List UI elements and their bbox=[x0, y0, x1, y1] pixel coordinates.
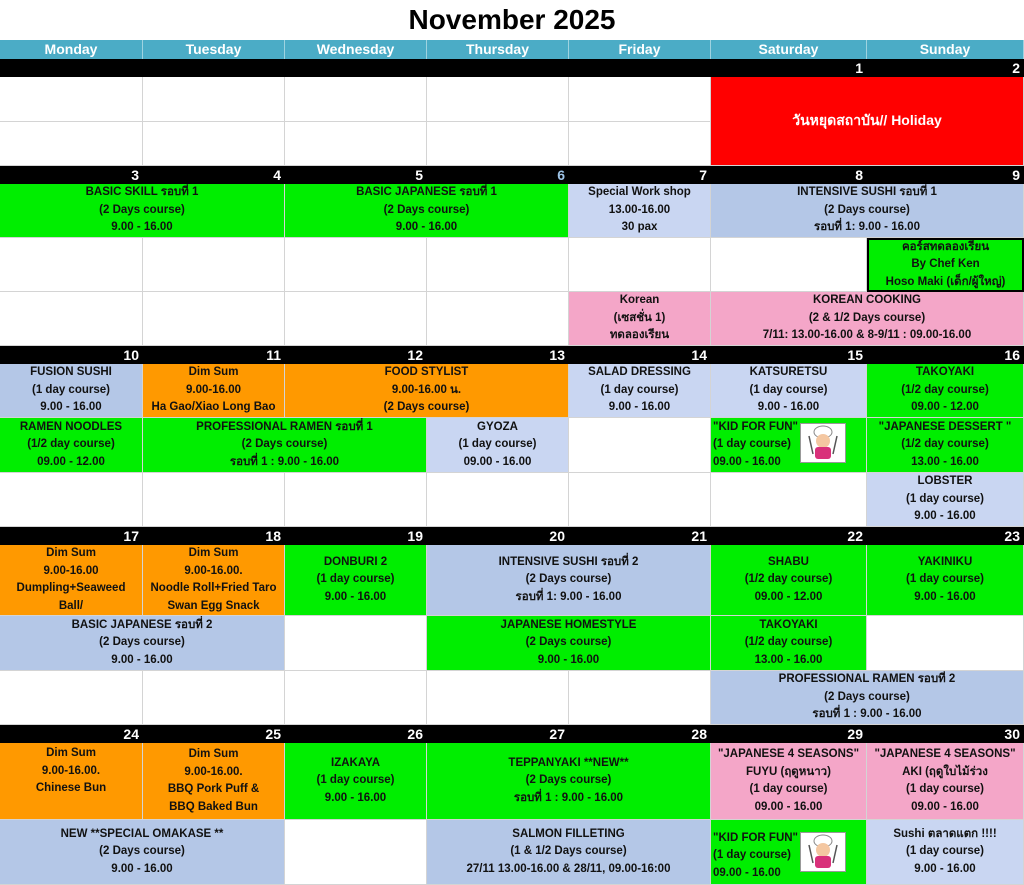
empty-cell bbox=[427, 473, 569, 527]
course-duration: (1 & 1/2 Days course) bbox=[510, 845, 627, 858]
date-number: 18 bbox=[265, 528, 281, 544]
course-time: 9.00 - 16.00 bbox=[111, 653, 173, 666]
empty-cell bbox=[143, 77, 285, 122]
empty-cell bbox=[0, 671, 143, 725]
date-number: 8 bbox=[855, 167, 863, 183]
course-korean-cooking[interactable] bbox=[711, 292, 1024, 346]
course-dim-sum-noodle-roll[interactable] bbox=[143, 545, 285, 616]
date-number: 1 bbox=[855, 60, 863, 76]
course-time: 09.00 - 16.00 bbox=[911, 800, 979, 813]
course-donburi-2[interactable] bbox=[285, 545, 427, 616]
empty-cell bbox=[143, 473, 285, 527]
course-time: 9.00-16.00. bbox=[41, 764, 101, 777]
course-time: 9.00 - 16.00 bbox=[537, 653, 600, 666]
day-header-friday: Friday bbox=[569, 40, 711, 59]
course-duration: (2 Days course) bbox=[525, 573, 612, 586]
course-duration: (1 day course) bbox=[906, 492, 984, 505]
course-duration: (1/2 day course) bbox=[901, 383, 989, 396]
course-time: 9.00-16.00 bbox=[186, 383, 241, 396]
course-title: NEW **SPECIAL OMAKASE ** bbox=[60, 827, 224, 840]
date-number: 4 bbox=[273, 167, 281, 183]
course-duration: (1 day course) bbox=[749, 383, 828, 396]
course-katsuretsu[interactable] bbox=[711, 364, 867, 418]
course-time: 09.00 - 12.00 bbox=[754, 590, 823, 603]
course-time: รอบที่ 1 : 9.00 - 16.00 bbox=[229, 455, 340, 468]
course-time: 9.00 - 16.00 bbox=[395, 221, 458, 234]
course-time: 7/11: 13.00-16.00 & 8-9/11 : 09.00-16.00 bbox=[762, 329, 972, 342]
empty-cell bbox=[285, 616, 427, 671]
course-dim-sum-bbq-pork[interactable] bbox=[143, 743, 285, 820]
course-time: 09.00 - 12.00 bbox=[911, 401, 979, 414]
empty-cell bbox=[285, 671, 427, 725]
course-time: 09.00 - 16.00 bbox=[754, 800, 823, 813]
empty-cell bbox=[711, 473, 867, 527]
day-header-wednesday: Wednesday bbox=[285, 40, 427, 59]
course-duration: (1/2 day course) bbox=[744, 573, 833, 586]
course-title: DONBURI 2 bbox=[323, 555, 388, 568]
date-number: 28 bbox=[691, 726, 707, 742]
course-food-stylist[interactable] bbox=[285, 364, 569, 418]
course-subtitle: Chinese Bun bbox=[35, 782, 107, 794]
course-special-omakase[interactable] bbox=[0, 820, 285, 885]
date-number: 25 bbox=[265, 726, 281, 742]
course-title: "JAPANESE DESSERT " bbox=[878, 420, 1012, 433]
course-title: "KID FOR FUN" bbox=[713, 420, 799, 433]
empty-cell bbox=[0, 77, 143, 122]
empty-cell bbox=[569, 671, 711, 725]
course-title: BASIC SKILL รอบที่ 1 bbox=[85, 186, 199, 199]
course-title: INTENSIVE SUSHI รอบที่ 1 bbox=[797, 186, 937, 199]
day-header-saturday: Saturday bbox=[711, 40, 867, 59]
course-duration: (1 day course) bbox=[749, 783, 828, 795]
course-title: PROFESSIONAL RAMEN รอบที่ 2 bbox=[778, 673, 956, 686]
course-title: Dim Sum bbox=[188, 366, 239, 379]
course-time: 9.00-16.00 น. bbox=[391, 383, 462, 396]
course-time: 09.00 - 16.00 bbox=[713, 866, 781, 879]
date-number: 26 bbox=[407, 726, 423, 742]
course-teppanyaki[interactable] bbox=[427, 743, 711, 820]
course-time: 9.00 - 16.00 bbox=[914, 862, 976, 875]
course-takoyaki-2[interactable] bbox=[711, 616, 867, 671]
course-4-seasons-aki[interactable] bbox=[867, 743, 1024, 820]
course-duration: (1 day course) bbox=[906, 783, 984, 795]
course-dim-sum[interactable] bbox=[143, 364, 285, 418]
empty-cell bbox=[711, 238, 867, 292]
empty-cell bbox=[427, 77, 569, 122]
empty-cell bbox=[143, 238, 285, 292]
empty-cell bbox=[0, 292, 143, 346]
date-number: 22 bbox=[847, 528, 863, 544]
course-duration: (2 Days course) bbox=[99, 636, 185, 649]
course-time: รอบที่ 1: 9.00 - 16.00 bbox=[515, 590, 622, 603]
course-duration: (2 Days course) bbox=[525, 774, 612, 787]
course-time: รอบที่ 1 : 9.00 - 16.00 bbox=[513, 791, 624, 804]
course-gyoza[interactable] bbox=[427, 418, 569, 473]
course-salad-dressing[interactable] bbox=[569, 364, 711, 418]
course-professional-ramen-2[interactable] bbox=[711, 671, 1024, 725]
course-duration: (2 & 1/2 Days course) bbox=[808, 311, 926, 324]
course-shabu[interactable] bbox=[711, 545, 867, 616]
course-title: Korean bbox=[619, 294, 660, 307]
course-time: 9.00-16.00 bbox=[43, 564, 99, 577]
course-professional-ramen-1[interactable] bbox=[143, 418, 427, 473]
date-number: 23 bbox=[1004, 528, 1020, 544]
course-subtitle: FUYU (ฤดูหนาว) bbox=[746, 765, 831, 778]
date-number: 24 bbox=[123, 726, 139, 742]
course-time: รอบที่ 1 : 9.00 - 16.00 bbox=[812, 708, 922, 721]
course-time: 9.00 - 16.00 bbox=[111, 862, 173, 875]
date-number: 14 bbox=[691, 347, 707, 363]
course-title: SALMON FILLETING bbox=[512, 827, 625, 840]
course-duration: (1 day course) bbox=[906, 573, 984, 586]
course-time: 9.00 - 16.00 bbox=[324, 791, 387, 804]
course-sushi-market[interactable] bbox=[867, 820, 1024, 885]
date-number: 15 bbox=[847, 347, 863, 363]
empty-cell bbox=[0, 238, 143, 292]
course-title: TEPPANYAKI **NEW** bbox=[508, 756, 629, 769]
empty-cell bbox=[0, 473, 143, 527]
course-duration: (1 day course) bbox=[458, 438, 537, 451]
course-duration: (1/2 day course) bbox=[27, 438, 115, 451]
course-time: 09.00 - 12.00 bbox=[37, 455, 105, 468]
date-number: 20 bbox=[549, 528, 565, 544]
course-intensive-sushi-1[interactable] bbox=[711, 184, 1024, 238]
date-number: 16 bbox=[1004, 347, 1020, 363]
empty-cell bbox=[285, 820, 427, 885]
day-header-thursday: Thursday bbox=[427, 40, 569, 59]
date-number: 29 bbox=[847, 726, 863, 742]
empty-cell bbox=[0, 122, 143, 166]
course-title: JAPANESE HOMESTYLE bbox=[500, 618, 637, 631]
date-number: 9 bbox=[1012, 167, 1020, 183]
course-basic-japanese-2[interactable] bbox=[0, 616, 285, 671]
course-duration: (1 day course) bbox=[316, 573, 395, 586]
empty-cell bbox=[427, 238, 569, 292]
course-title: Dim Sum bbox=[188, 547, 239, 559]
empty-cell bbox=[569, 122, 711, 166]
course-title: BASIC JAPANESE รอบที่ 2 bbox=[71, 618, 213, 631]
course-title: BASIC JAPANESE รอบที่ 1 bbox=[356, 186, 497, 199]
course-duration: (2 Days course) bbox=[525, 636, 612, 649]
date-number: 21 bbox=[691, 528, 707, 544]
empty-cell bbox=[569, 238, 711, 292]
course-time: 9.00-16.00. bbox=[184, 765, 243, 778]
date-number: 19 bbox=[407, 528, 423, 544]
course-title: Dim Sum bbox=[188, 748, 239, 760]
course-title: TAKOYAKI bbox=[759, 618, 818, 631]
course-subtitle: Ha Gao/Xiao Long Bao bbox=[151, 401, 276, 414]
course-title: KOREAN COOKING bbox=[813, 294, 921, 307]
course-duration: (1 day course) bbox=[600, 383, 679, 396]
course-korean-trial[interactable] bbox=[569, 292, 711, 346]
course-duration: (1 day course) bbox=[32, 383, 110, 396]
course-title: FOOD STYLIST bbox=[384, 366, 469, 379]
chef-cooking-icon bbox=[800, 423, 846, 463]
course-subtitle: Noodle Roll+Fried Taro bbox=[150, 582, 277, 594]
course-subtitle: BBQ Baked Bun bbox=[169, 800, 258, 813]
course-time: 27/11 13.00-16.00 & 28/11, 09.00-16:00 bbox=[466, 862, 671, 875]
course-duration: (1 day course) bbox=[316, 774, 395, 787]
course-duration: (1 day course) bbox=[713, 849, 791, 861]
empty-cell bbox=[569, 473, 711, 527]
empty-cell bbox=[285, 122, 427, 166]
course-title: PROFESSIONAL RAMEN รอบที่ 1 bbox=[196, 420, 373, 433]
date-number: 12 bbox=[407, 347, 423, 363]
course-time: 9.00 - 16.00 bbox=[914, 510, 976, 523]
date-number: 30 bbox=[1004, 726, 1020, 742]
course-title: Special Work shop bbox=[588, 186, 691, 199]
empty-cell bbox=[427, 292, 569, 346]
course-subtitle: Swan Egg Snack bbox=[167, 599, 260, 612]
course-basic-japanese[interactable] bbox=[285, 184, 569, 238]
date-number: 11 bbox=[266, 347, 281, 363]
course-title: FUSION SUSHI bbox=[30, 366, 112, 379]
course-duration: (2 Days course) bbox=[383, 401, 470, 414]
course-dim-sum-dumpling[interactable] bbox=[0, 545, 143, 616]
empty-cell bbox=[143, 292, 285, 346]
course-subtitle: Dumpling+Seaweed bbox=[16, 582, 126, 594]
course-time: 09.00 - 16.00 bbox=[463, 455, 532, 468]
day-header-sunday: Sunday bbox=[867, 40, 1024, 59]
course-title: SALAD DRESSING bbox=[588, 366, 691, 379]
date-number: 13 bbox=[549, 347, 565, 363]
course-duration: (1/2 day course) bbox=[744, 636, 833, 649]
course-izakaya[interactable] bbox=[285, 743, 427, 820]
course-capacity: 30 pax bbox=[621, 221, 658, 234]
date-number: 17 bbox=[123, 528, 139, 544]
empty-cell bbox=[285, 292, 427, 346]
page-title: November 2025 bbox=[408, 4, 616, 35]
course-title: Sushi ตลาดแตก !!!! bbox=[893, 827, 997, 840]
course-title: SHABU bbox=[768, 555, 809, 568]
course-duration: (1 day course) bbox=[713, 438, 791, 451]
date-number: 5 bbox=[415, 167, 423, 183]
course-trial-hoso-maki[interactable] bbox=[867, 238, 1024, 292]
day-header-monday: Monday bbox=[0, 40, 143, 59]
empty-cell bbox=[285, 77, 427, 122]
empty-cell bbox=[427, 122, 569, 166]
course-salmon-filleting[interactable] bbox=[427, 820, 711, 885]
empty-cell bbox=[143, 671, 285, 725]
course-time: รอบที่ 1: 9.00 - 16.00 bbox=[814, 221, 920, 234]
course-fusion-sushi[interactable] bbox=[0, 364, 143, 418]
day-header-tuesday: Tuesday bbox=[143, 40, 285, 59]
date-number: 27 bbox=[549, 726, 565, 742]
course-session: (เซสชั่น 1) bbox=[613, 311, 666, 324]
course-title: TAKOYAKI bbox=[915, 366, 975, 379]
date-number: 2 bbox=[1012, 60, 1020, 76]
course-special-workshop[interactable] bbox=[569, 184, 711, 238]
course-time: 9.00 - 16.00 bbox=[111, 221, 173, 234]
course-dim-sum-chinese-bun[interactable] bbox=[0, 743, 143, 820]
course-time: 9.00 - 16.00 bbox=[757, 401, 820, 414]
empty-cell bbox=[285, 238, 427, 292]
holiday-label: วันหยุดสถาบัน// Holiday bbox=[792, 112, 942, 129]
course-japanese-dessert[interactable] bbox=[867, 418, 1024, 473]
course-yakiniku[interactable] bbox=[867, 545, 1024, 616]
chef-cooking-icon bbox=[800, 832, 846, 872]
course-time: 9.00 - 16.00 bbox=[324, 590, 387, 603]
course-takoyaki[interactable] bbox=[867, 364, 1024, 418]
course-subtitle: Hoso Maki (เด็ก/ผู้ใหญ่) bbox=[885, 275, 1006, 288]
course-instructor: By Chef Ken bbox=[911, 258, 980, 271]
date-number: 3 bbox=[131, 167, 139, 183]
course-subtitle: BBQ Pork Puff & bbox=[167, 783, 260, 795]
empty-cell bbox=[285, 473, 427, 527]
course-title: คอร์สทดลองเรียน bbox=[901, 240, 990, 253]
holiday-block bbox=[711, 77, 1024, 166]
course-title: Dim Sum bbox=[46, 547, 96, 559]
course-time: 9.00 - 16.00 bbox=[914, 590, 976, 603]
empty-cell bbox=[569, 418, 711, 473]
date-number: 6 bbox=[557, 167, 565, 183]
empty-cell bbox=[143, 122, 285, 166]
course-time: 13.00 - 16.00 bbox=[754, 653, 823, 666]
course-title: "JAPANESE 4 SEASONS" bbox=[717, 748, 860, 760]
empty-cell bbox=[569, 77, 711, 122]
course-4-seasons-fuyu[interactable] bbox=[711, 743, 867, 820]
course-title: RAMEN NOODLES bbox=[19, 420, 123, 433]
course-lobster[interactable] bbox=[867, 473, 1024, 527]
course-title: YAKINIKU bbox=[917, 555, 973, 568]
empty-cell bbox=[427, 671, 569, 725]
course-title: IZAKAYA bbox=[331, 756, 380, 769]
course-title: GYOZA bbox=[477, 420, 518, 433]
course-japanese-homestyle[interactable] bbox=[427, 616, 711, 671]
course-subtitle: Ball/ bbox=[58, 599, 84, 612]
course-title: INTENSIVE SUSHI รอบที่ 2 bbox=[498, 555, 639, 568]
course-intensive-sushi-2[interactable] bbox=[427, 545, 711, 616]
course-duration: (2 Days course) bbox=[824, 203, 910, 216]
course-duration: (2 Days course) bbox=[383, 203, 470, 216]
course-title: KATSURETSU bbox=[749, 366, 828, 379]
course-time: 13.00-16.00 bbox=[608, 203, 671, 216]
course-title: Dim Sum bbox=[46, 747, 96, 759]
course-ramen-noodles[interactable] bbox=[0, 418, 143, 473]
course-title: LOBSTER bbox=[917, 475, 973, 488]
course-duration: (2 Days course) bbox=[99, 203, 185, 216]
course-subtitle: AKI (ฤดูใบไม้ร่วง bbox=[902, 765, 988, 778]
course-subtitle: ทดลองเรียน bbox=[609, 329, 670, 342]
course-title: "JAPANESE 4 SEASONS" bbox=[874, 748, 1016, 760]
course-time: 13.00 - 16.00 bbox=[911, 455, 979, 468]
course-duration: (1 day course) bbox=[906, 845, 984, 858]
date-number: 7 bbox=[699, 167, 707, 183]
course-time: 9.00 - 16.00 bbox=[40, 401, 102, 414]
course-duration: (2 Days course) bbox=[241, 438, 328, 451]
course-title: "KID FOR FUN" bbox=[713, 831, 799, 844]
course-basic-skill[interactable] bbox=[0, 184, 285, 238]
course-duration: (1/2 day course) bbox=[901, 438, 989, 451]
course-duration: (2 Days course) bbox=[99, 845, 185, 858]
empty-cell bbox=[867, 616, 1024, 671]
course-duration: (2 Days course) bbox=[824, 690, 910, 703]
date-number: 10 bbox=[123, 347, 139, 363]
course-time: 09.00 - 16.00 bbox=[713, 455, 781, 468]
course-time: 9.00 - 16.00 bbox=[608, 401, 671, 414]
course-time: 9.00-16.00. bbox=[184, 564, 243, 577]
